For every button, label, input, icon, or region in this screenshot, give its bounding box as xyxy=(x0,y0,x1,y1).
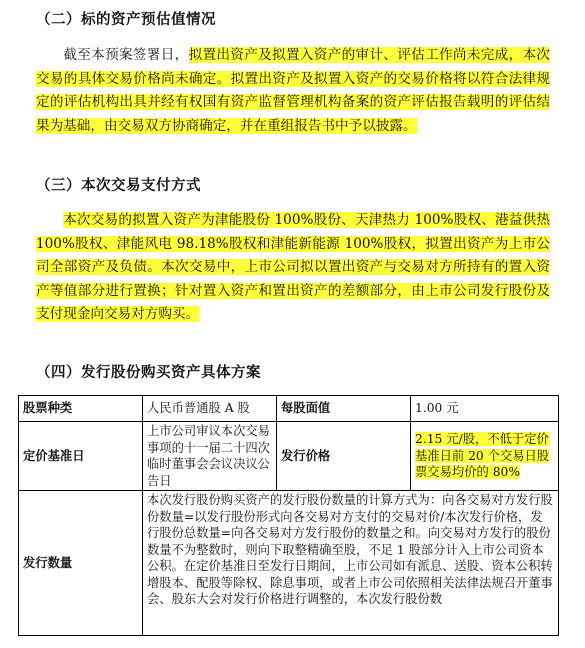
table-label-pricing-date: 定价基准日 xyxy=(19,422,143,491)
table-value-stock-type: 人民币普通股 A 股 xyxy=(143,396,277,422)
section-heading-valuation: （二）标的资产预估值情况 xyxy=(36,11,216,28)
paragraph-valuation xyxy=(36,44,550,138)
table-label-issue-quantity: 发行数量 xyxy=(19,491,143,636)
paragraph-payment-highlight: 本次交易的拟置入资产为津能股份 100%股份、天津热力 100%股权、港益供热 100%股权、津能风电 98.18%股权和津能新能源 100%股权，拟置出资产为上市公司全部资产及负债。本次交易中，上市公司拟以置出资产与交易对方所持有的置入资产等值部分进行置换；针对置入资产和置出资产的差额部分，由上市公司发行股份及支付现金向交易对方购买。 xyxy=(36,212,550,322)
table-row xyxy=(19,422,559,491)
table-value-issue-price: 2.15 元/股，不低于定价基准日前 20 个交易日股票交易均价的 80% xyxy=(415,432,550,480)
table-value-pricing-date: 上市公司审议本次交易事项的十一届二十四次临时董事会会议决议公告日 xyxy=(143,422,277,491)
table-value-issue-price-cell xyxy=(411,422,559,491)
table-label-issue-price: 发行价格 xyxy=(277,422,411,491)
section-heading-issuance-plan: （四）发行股份购买资产具体方案 xyxy=(36,364,261,381)
paragraph-valuation-lead: 截至本预案签署日， xyxy=(63,47,189,63)
paragraph-valuation-highlight: 拟置出资产及拟置入资产的审计、评估工作尚未完成，本次交易的具体交易价格尚未确定。拟置出资产及拟置入资产的交易价格将以符合法律规定的评估机构出具并经有权国有资产监督管理机构备案的资产评估报告载明的评估结果为基础，由交易双方协商确定，并在重组报告书中予以披露。 xyxy=(36,47,551,134)
table-value-par-value: 1.00 元 xyxy=(411,396,559,422)
table-row xyxy=(19,491,559,636)
paragraph-payment xyxy=(36,209,550,327)
section-heading-payment: （三）本次交易支付方式 xyxy=(36,177,201,194)
table-row xyxy=(19,396,559,422)
table-label-par-value: 每股面值 xyxy=(277,396,411,422)
table-value-issue-quantity: 本次发行股份购买资产的发行股份数量的计算方式为：向各交易对方发行股份数量=以发行股份形式向各交易对方支付的交易对价/本次发行价格，发行股份总数量=向各交易对方发行股份的数量之和。向交易对方发行的股份数量不为整数时，则向下取整精确至股，不足 1 股部分计入上市公司资本公积。在定价基准日至发行日期间，上市公司如有派息、送股、资本公积转增股本、配股等除权、除息事项，或者上市公司依照相关法律法规召开董事会、股东大会对发行价格进行调整的，本次发行股份数 xyxy=(147,493,553,606)
table-label-stock-type: 股票种类 xyxy=(19,396,143,422)
table-value-issue-quantity-cell xyxy=(143,491,559,636)
issuance-plan-table xyxy=(18,395,559,636)
